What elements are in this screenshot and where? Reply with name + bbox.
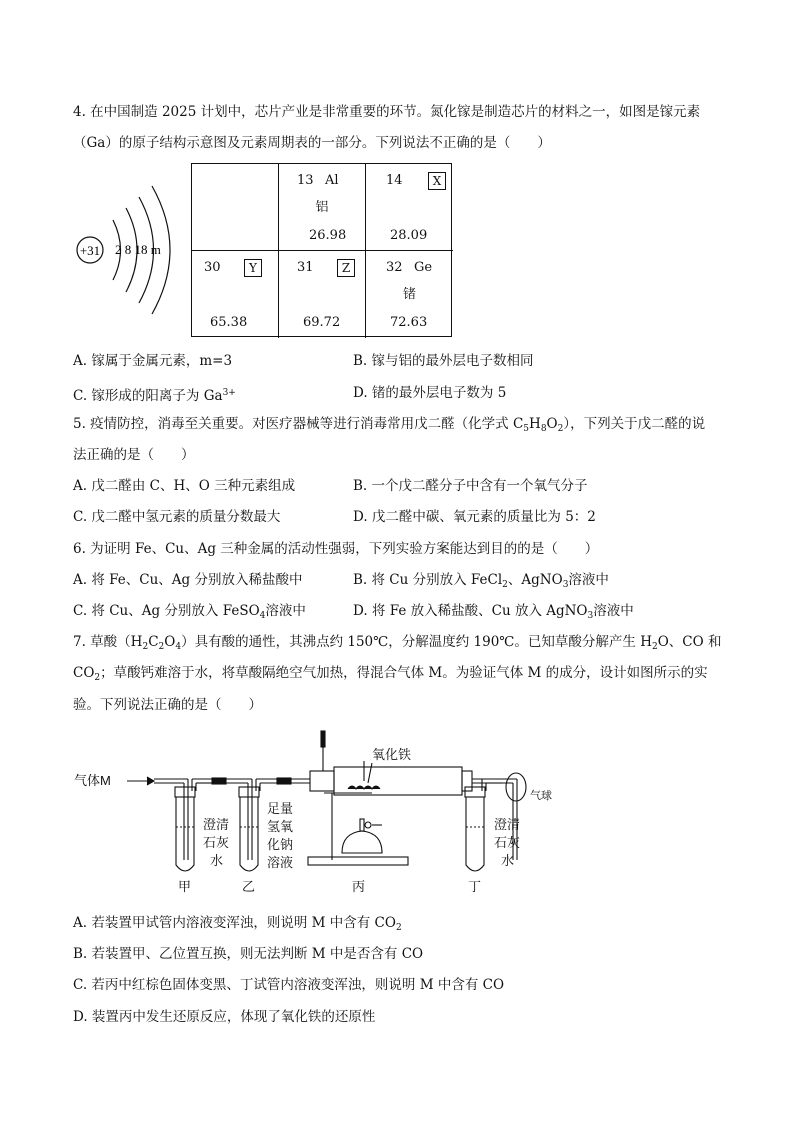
element-name: 锗: [402, 287, 416, 302]
q7-option-a: A. 若装置甲试管内溶液变浑浊，则说明 M 中含有 $CO_2$: [73, 915, 402, 933]
atomic-mass: 69.72: [303, 315, 341, 330]
q5-option-b: B. 一个戊二醛分子中含有一个氧气分子: [353, 478, 588, 494]
label-jia: 甲: [178, 879, 192, 894]
q5-option-c: C. 戊二醛中氢元素的质量分数最大: [73, 509, 281, 525]
element-name: 铝: [315, 200, 329, 215]
q6-option-a: A. 将 Fe、Cu、Ag 分别放入稀盐酸中: [73, 572, 303, 588]
element-symbol: Ge: [414, 260, 433, 275]
q5-stem-line1: 5. 疫情防控，消毒至关重要。对医疗器械等进行消毒常用戊二醛（化学式 $C_5H_8O_2$），下列关于戊二醛的说: [73, 416, 706, 434]
balloon-icon: [506, 773, 526, 801]
q4-option-b: B. 镓与铝的最外层电子数相同: [353, 353, 534, 369]
q5-option-a: A. 戊二醛由 C、H、O 三种元素组成: [73, 478, 296, 494]
naoh-label-1: 足量: [267, 801, 294, 816]
lime-water-label-2: 石灰: [203, 835, 230, 850]
q7-option-d: D. 装置丙中发生还原反应，体现了氧化铁的还原性: [73, 1009, 376, 1025]
q4-stem-line2: （Ga）的原子结构示意图及元素周期表的一部分。下列说法不正确的是（ ）: [73, 135, 551, 151]
q6-option-b: B. 将 Cu 分别放入 FeCl$_2$、AgNO$_3$溶液中: [353, 572, 609, 590]
unknown-symbol-box: Y: [244, 259, 262, 277]
gas-m-label: 气体M: [74, 773, 111, 788]
atomic-number: 13: [297, 173, 314, 188]
atomic-number: 14: [386, 173, 403, 188]
atomic-number: 32: [386, 260, 403, 275]
q6-option-c: C. 将 Cu、Ag 分别放入 FeSO$_4$溶液中: [73, 603, 306, 621]
atom-nucleus-label: +31: [79, 243, 101, 258]
atomic-mass: 65.38: [210, 315, 248, 330]
lime-water-label-3: 水: [501, 853, 515, 868]
q5-stem-line2: 法正确的是（ ）: [73, 447, 195, 463]
naoh-label-2: 氢氧: [267, 819, 294, 834]
q7-stem-line1: 7. 草酸$(H_2C_2O_4)$具有酸的通性，其沸点约 150℃，分解温度约 190℃。已知草酸分解产生 $H_2O$、CO 和: [73, 634, 722, 652]
q6-option-d: D. 将 Fe 放入稀盐酸、Cu 放入 AgNO$_3$溶液中: [353, 603, 634, 621]
atomic-mass: 72.63: [390, 315, 428, 330]
unknown-symbol-box: X: [428, 172, 446, 190]
cell-y: [192, 251, 279, 338]
lime-water-label-3: 水: [210, 853, 224, 868]
atomic-number: 31: [297, 260, 314, 275]
cell-aluminium: [279, 164, 366, 251]
cell-x: [366, 164, 453, 251]
periodic-table-fragment: [191, 163, 452, 337]
element-symbol: Al: [325, 173, 339, 188]
q7-option-c: C. 若丙中红棕色固体变黑、丁试管内溶液变浑浊，则说明 M 中含有 CO: [73, 977, 505, 993]
q7-option-b: B. 若装置甲、乙位置互换，则无法判断 M 中是否含有 CO: [73, 946, 424, 962]
q4-option-d: D. 锗的最外层电子数为 5: [353, 385, 507, 401]
q5-option-d: D. 戊二醛中碳、氧元素的质量比为 5：2: [353, 509, 596, 525]
experiment-apparatus-diagram: [72, 725, 552, 897]
cell-z: [279, 251, 366, 338]
balloon-label: 气球: [530, 790, 552, 802]
atomic-mass: 28.09: [390, 228, 428, 243]
q6-stem: 6. 为证明 Fe、Cu、Ag 三种金属的活动性强弱，下列实验方案能达到目的的是（ ）: [73, 541, 599, 557]
atom-shell-electrons: 2 8 18 m: [115, 242, 161, 257]
iron-oxide-label: 氧化铁: [372, 747, 412, 762]
label-yi: 乙: [242, 879, 256, 894]
lime-water-label-2: 石灰: [494, 835, 521, 850]
label-bing: 丙: [352, 879, 366, 894]
q7-stem-line2: $CO_2$；草酸钙难溶于水，将草酸隔绝空气加热，得混合气体 M。为验证气体 M 的成分，设计如图所示的实: [73, 665, 708, 683]
empty-cell: [192, 164, 279, 251]
q4-option-a: A. 镓属于金属元素，m=3: [73, 353, 233, 369]
q4-stem-line1: 4. 在中国制造 2025 计划中，芯片产业是非常重要的环节。氮化镓是制造芯片的材料之一，如图是镓元素: [73, 104, 701, 120]
atomic-number: 30: [204, 260, 221, 275]
lime-water-label-1: 澄清: [494, 817, 521, 832]
cell-germanium: [366, 251, 453, 338]
q4-option-c: C. 镓形成的阳离子为 $Ga^{3+}$: [73, 388, 236, 404]
q7-stem-line3: 验。下列说法正确的是（ ）: [73, 697, 262, 713]
atomic-mass: 26.98: [309, 228, 347, 243]
lime-water-label-1: 澄清: [203, 817, 230, 832]
label-ding: 丁: [468, 879, 482, 894]
naoh-label-3: 化钠: [267, 837, 294, 852]
unknown-symbol-box: Z: [337, 259, 355, 277]
naoh-label-4: 溶液: [267, 855, 294, 870]
gallium-atom-structure-diagram: [68, 182, 188, 322]
